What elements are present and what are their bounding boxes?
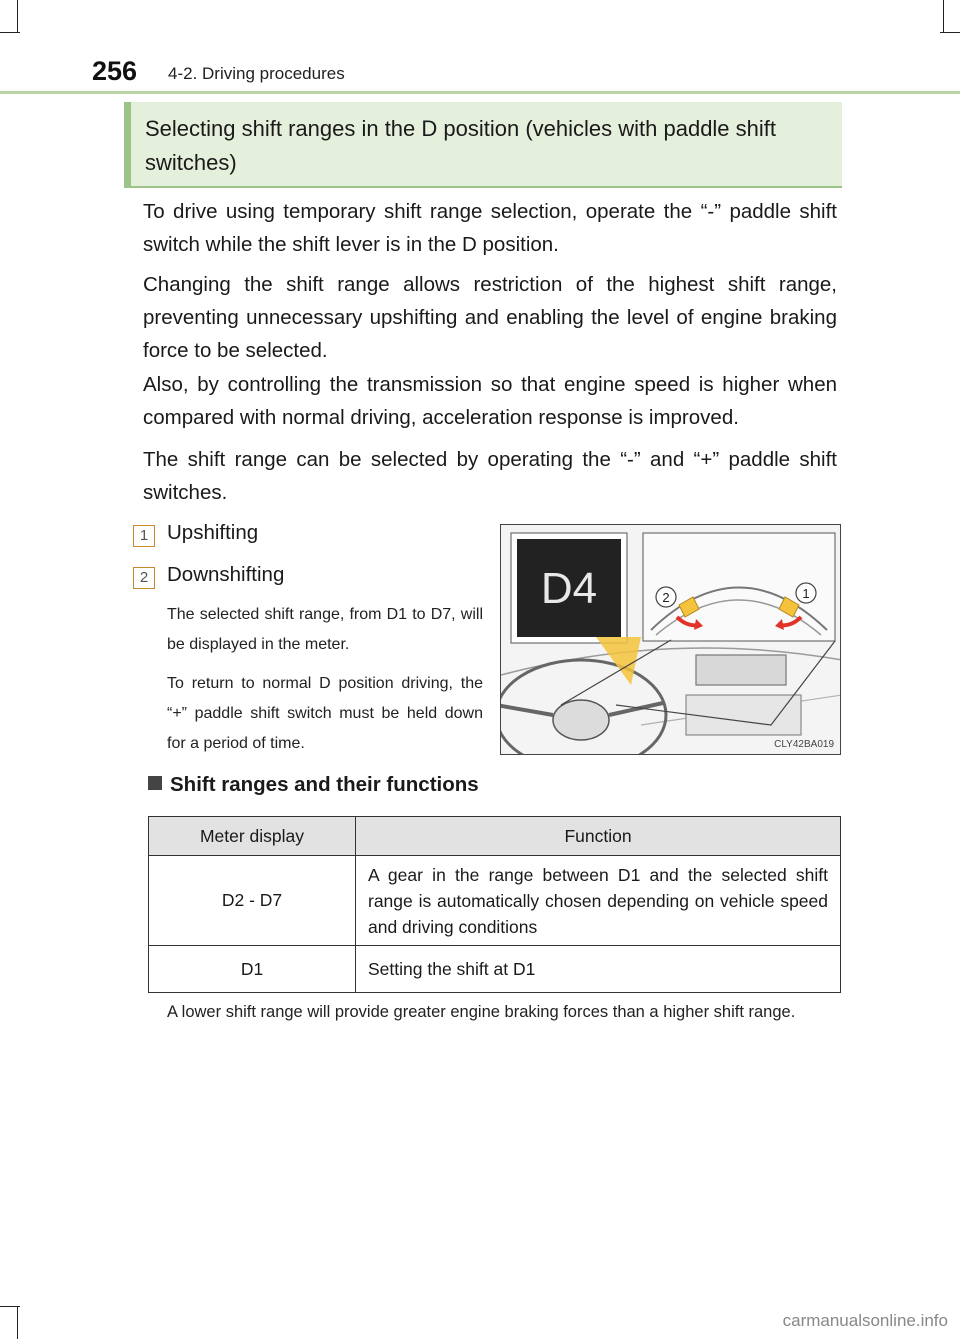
crop-mark-top-left-horizontal	[0, 32, 20, 33]
column-header-function: Function	[356, 817, 841, 856]
downshifting-label: Downshifting	[167, 563, 285, 586]
shift-ranges-heading	[148, 770, 479, 800]
shift-range-table	[148, 816, 841, 993]
paragraph-selection: The shift range can be selected by operating the “-” and “+” paddle shift switches.	[143, 448, 837, 504]
crop-mark-top-right-horizontal	[940, 32, 960, 33]
section-title: Selecting shift ranges in the D position (vehicles with paddle shift switches)	[145, 116, 777, 175]
section-header	[124, 102, 842, 186]
table-cell-display: D1	[149, 946, 356, 993]
square-bullet-icon	[148, 776, 162, 790]
page-number: 256	[92, 56, 138, 86]
callout-number-2: 2	[133, 567, 155, 589]
table-row	[149, 856, 841, 946]
paragraph-intro: To drive using temporary shift range selection, operate the “-” paddle shift switch while the shift lever is in the D position.	[143, 200, 837, 256]
meter-display-text: D4	[540, 564, 598, 613]
note-display-range: The selected shift range, from D1 to D7, will be displayed in the meter.	[167, 606, 483, 653]
illustration-svg	[501, 525, 841, 755]
shift-ranges-heading-text: Shift ranges and their functions	[170, 773, 479, 796]
paragraph-acceleration: Also, by controlling the transmission so that engine speed is higher when compared with normal driving, acceleration response is improved.	[143, 373, 837, 429]
crop-mark-bottom-left-horizontal	[0, 1306, 20, 1307]
table-header-row	[149, 817, 841, 856]
callout-number-1: 1	[133, 525, 155, 547]
footnote-engine-braking: A lower shift range will provide greater engine braking forces than a higher shift range.	[167, 1003, 796, 1021]
crop-mark-top-right-vertical	[943, 0, 944, 33]
watermark: carmanualsonline.info	[782, 1311, 948, 1330]
figure-callout-2: 2	[662, 590, 670, 605]
figure-code: CLY42BA019	[774, 739, 834, 750]
upshifting-label: Upshifting	[167, 521, 259, 544]
chapter-title: 4-2. Driving procedures	[168, 64, 345, 83]
section-divider	[124, 186, 842, 188]
paragraph-restriction: Changing the shift range allows restriction of the highest shift range, preventing unnecessary upshifting and enabling the level of engine braking force to be selected.	[143, 273, 837, 362]
table-cell-function: A gear in the range between D1 and the selected shift range is automatically chosen depending on vehicle speed and driving conditions	[356, 856, 841, 946]
note-return-normal: To return to normal D position driving, the “+” paddle shift switch must be held down for a period of time.	[167, 675, 483, 752]
column-header-meter-display: Meter display	[149, 817, 356, 856]
table-cell-display: D2 - D7	[149, 856, 356, 946]
table-row	[149, 946, 841, 993]
crop-mark-bottom-left-vertical	[17, 1306, 18, 1339]
paddle-shift-illustration	[500, 524, 841, 755]
figure-callout-1: 1	[802, 586, 810, 601]
header-rule	[0, 91, 960, 94]
table-cell-function: Setting the shift at D1	[356, 946, 841, 993]
crop-mark-top-left-vertical	[17, 0, 18, 33]
